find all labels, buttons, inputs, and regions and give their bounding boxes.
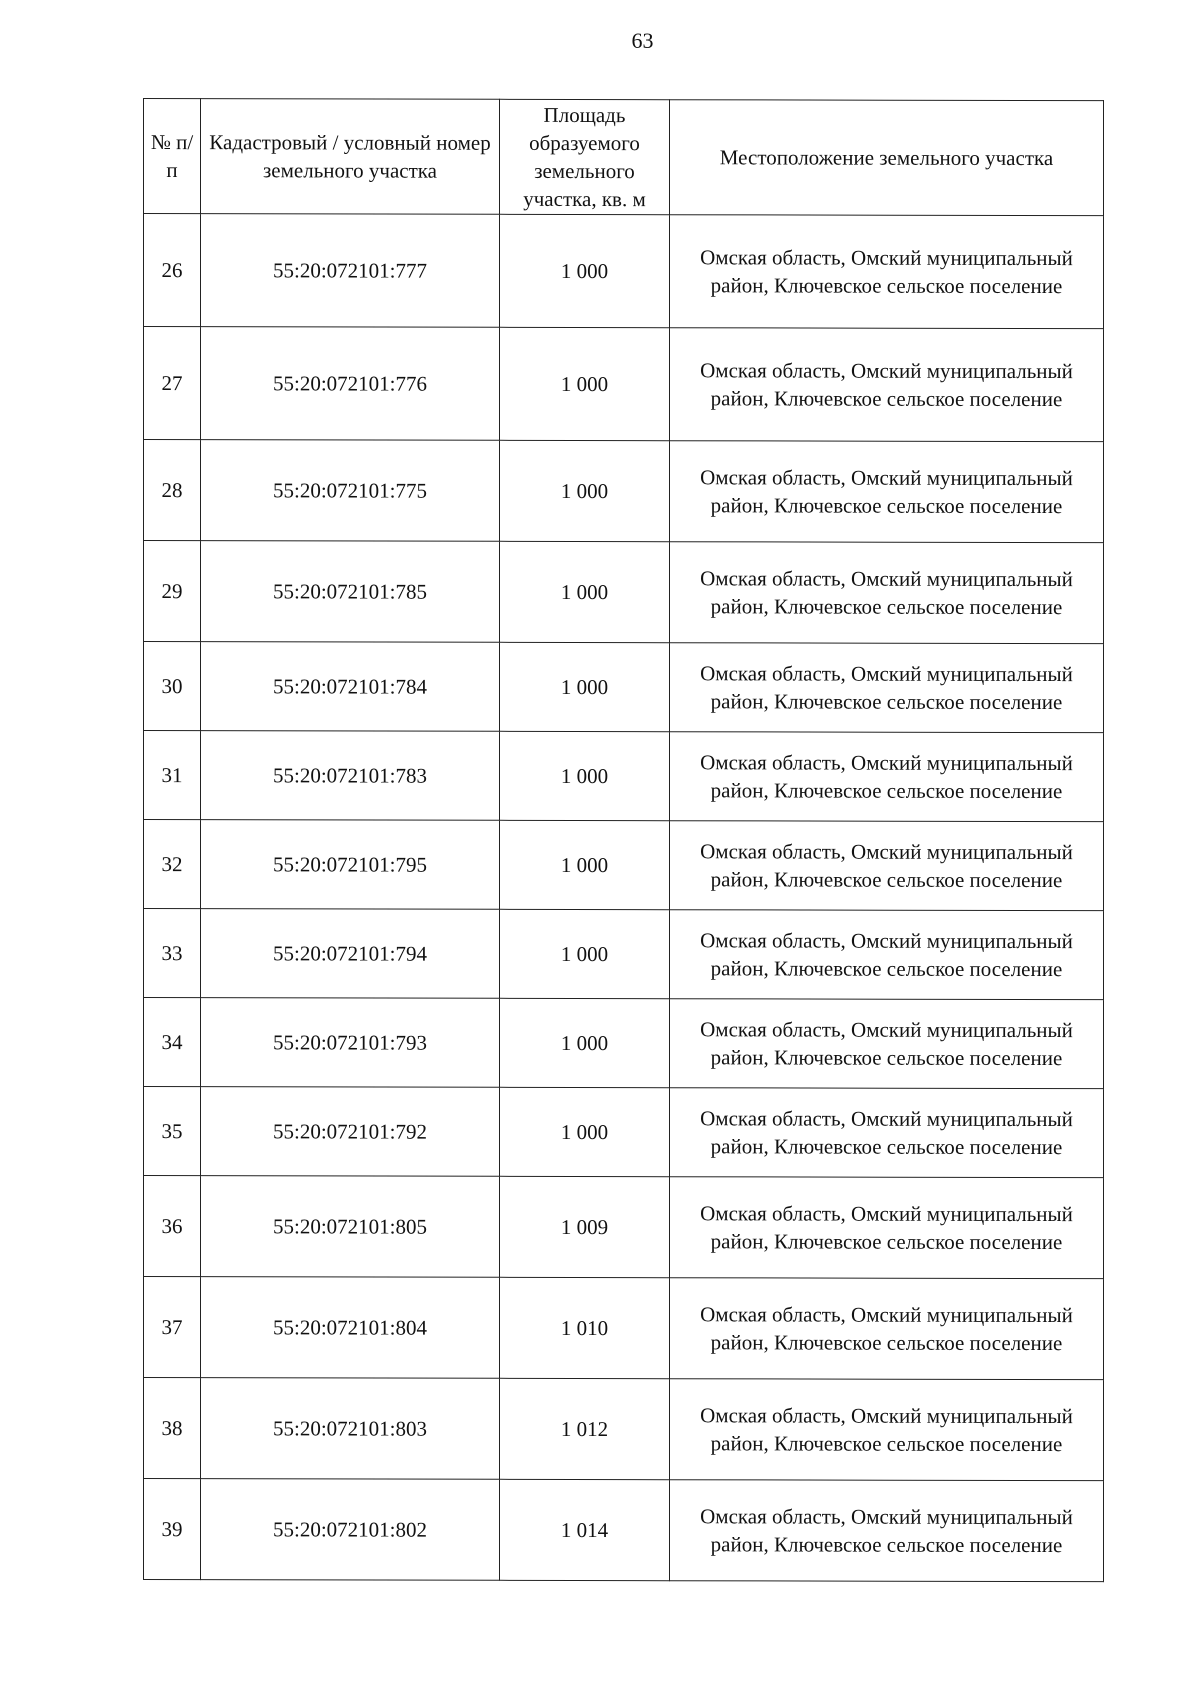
cell-location: Омская область, Омский муниципальный район, Ключевское сельское поселение [670, 1088, 1104, 1178]
cell-area: 1 000 [500, 214, 670, 327]
cell-location: Омская область, Омский муниципальный район, Ключевское сельское поселение [670, 910, 1104, 1000]
cell-index: 39 [144, 1479, 201, 1580]
cell-cadastral-number: 55:20:072101:793 [201, 998, 500, 1088]
cell-index: 37 [144, 1277, 201, 1378]
table-row [144, 1479, 1104, 1582]
cell-cadastral-number: 55:20:072101:805 [201, 1176, 500, 1278]
cell-index: 30 [144, 642, 201, 731]
cell-index: 32 [144, 820, 201, 909]
table-row [144, 998, 1104, 1089]
cell-location: Омская область, Омский муниципальный район, Ключевское сельское поселение [670, 1379, 1104, 1481]
cell-cadastral-number: 55:20:072101:783 [201, 731, 500, 821]
cell-area: 1 000 [500, 642, 670, 731]
cell-index: 34 [144, 998, 201, 1087]
cell-index: 36 [144, 1176, 201, 1277]
table-row [144, 642, 1104, 733]
cell-index: 38 [144, 1378, 201, 1479]
cell-index: 29 [144, 541, 201, 642]
cell-location: Омская область, Омский муниципальный район, Ключевское сельское поселение [670, 643, 1104, 733]
cell-cadastral-number: 55:20:072101:776 [201, 327, 500, 441]
cell-area: 1 000 [500, 998, 670, 1087]
cell-location: Омская область, Омский муниципальный район, Ключевское сельское поселение [670, 542, 1104, 644]
table-row [144, 1277, 1104, 1380]
table-row [144, 327, 1104, 442]
table-row [144, 909, 1104, 1000]
cell-cadastral-number: 55:20:072101:785 [201, 541, 500, 643]
cell-index: 33 [144, 909, 201, 998]
header-location: Местоположение земельного участка [670, 100, 1104, 216]
cell-area: 1 000 [500, 731, 670, 820]
header-index: № п/п [144, 99, 201, 214]
cell-cadastral-number: 55:20:072101:777 [201, 214, 500, 328]
cell-index: 35 [144, 1087, 201, 1176]
cell-cadastral-number: 55:20:072101:804 [201, 1277, 500, 1379]
cell-location: Омская область, Омский муниципальный район, Ключевское сельское поселение [670, 732, 1104, 822]
cell-area: 1 000 [500, 440, 670, 541]
land-plots-table-wrapper [143, 98, 1103, 1582]
cell-area: 1 014 [500, 1479, 670, 1580]
cell-area: 1 010 [500, 1277, 670, 1378]
cell-area: 1 000 [500, 820, 670, 909]
cell-cadastral-number: 55:20:072101:794 [201, 909, 500, 999]
land-plots-table [143, 98, 1104, 1582]
cell-area: 1 012 [500, 1378, 670, 1479]
cell-index: 28 [144, 440, 201, 541]
cell-area: 1 000 [500, 327, 670, 440]
cell-index: 26 [144, 214, 201, 327]
cell-location: Омская область, Омский муниципальный район, Ключевское сельское поселение [670, 328, 1104, 442]
cell-location: Омская область, Омский муниципальный район, Ключевское сельское поселение [670, 1177, 1104, 1279]
header-cadastral-number: Кадастровый / условный номер земельного участка [201, 99, 500, 215]
page-number: 63 [631, 28, 654, 53]
cell-cadastral-number: 55:20:072101:795 [201, 820, 500, 910]
table-row [144, 440, 1104, 543]
table-row [144, 731, 1104, 822]
cell-cadastral-number: 55:20:072101:775 [201, 440, 500, 542]
cell-location: Омская область, Омский муниципальный район, Ключевское сельское поселение [670, 441, 1104, 543]
cell-location: Омская область, Омский муниципальный район, Ключевское сельское поселение [670, 215, 1104, 329]
cell-location: Омская область, Омский муниципальный район, Ключевское сельское поселение [670, 999, 1104, 1089]
cell-cadastral-number: 55:20:072101:792 [201, 1087, 500, 1177]
table-row [144, 1087, 1104, 1178]
cell-area: 1 000 [500, 909, 670, 998]
table-header-row [144, 99, 1104, 216]
table-row [144, 214, 1104, 329]
cell-location: Омская область, Омский муниципальный район, Ключевское сельское поселение [670, 1278, 1104, 1380]
cell-index: 27 [144, 327, 201, 440]
cell-location: Омская область, Омский муниципальный район, Ключевское сельское поселение [670, 1480, 1104, 1582]
cell-cadastral-number: 55:20:072101:802 [201, 1479, 500, 1581]
cell-location: Омская область, Омский муниципальный район, Ключевское сельское поселение [670, 821, 1104, 911]
table-row [144, 541, 1104, 644]
cell-cadastral-number: 55:20:072101:803 [201, 1378, 500, 1480]
table-body [144, 214, 1104, 1582]
table-row [144, 1378, 1104, 1481]
cell-area: 1 000 [500, 1087, 670, 1176]
cell-index: 31 [144, 731, 201, 820]
cell-area: 1 009 [500, 1176, 670, 1277]
table-row [144, 1176, 1104, 1279]
cell-cadastral-number: 55:20:072101:784 [201, 642, 500, 732]
table-row [144, 820, 1104, 911]
cell-area: 1 000 [500, 541, 670, 642]
header-area: Площадь образуемого земельного участка, кв. м [500, 99, 670, 214]
